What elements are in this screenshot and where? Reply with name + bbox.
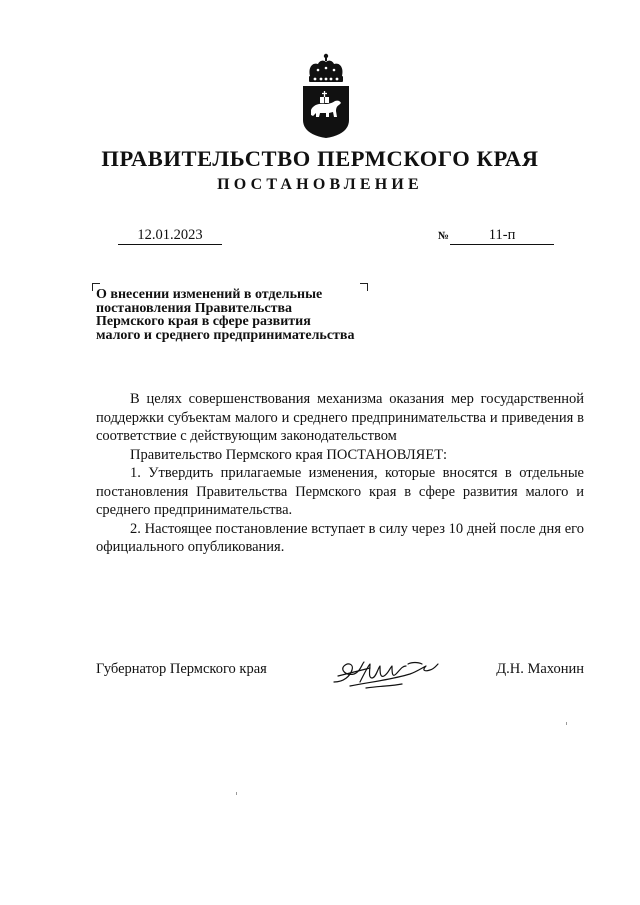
subject-line: малого и среднего предпринимательства <box>96 327 355 343</box>
signatory-title: Губернатор Пермского края <box>96 661 267 677</box>
body-paragraph: Правительство Пермского края ПОСТАНОВЛЯЕТ: <box>130 446 448 463</box>
document-date: 12.01.2023 <box>118 227 222 245</box>
coat-of-arms-icon <box>298 50 354 140</box>
signatory-name: Д.Н. Махонин <box>496 661 584 677</box>
handwritten-signature <box>330 652 450 692</box>
government-title: ПРАВИТЕЛЬСТВО ПЕРМСКОГО КРАЯ <box>101 146 539 171</box>
subject-line: Пермского края в сфере развития <box>96 314 311 329</box>
document-type: ПОСТАНОВЛЕНИЕ <box>217 176 423 193</box>
scan-speck <box>236 792 237 795</box>
subject-line: постановления Правительства <box>96 300 292 316</box>
document-number-field <box>438 227 554 245</box>
subject-line: О внесении изменений в отдельные <box>96 287 323 302</box>
document-number: 11-п <box>450 227 554 245</box>
scan-speck <box>566 722 567 725</box>
body-paragraph: 2. Настоящее постановление вступает в силу через 10 дней после дня его официального опубликования. <box>96 520 584 555</box>
body-paragraph: 1. Утвердить прилагаемые изменения, которые вносятся в отдельные постановления Правительства Пермского края в сфере развития малого и среднего предпринимательства. <box>96 465 584 518</box>
number-sign: № <box>438 230 450 242</box>
body-paragraph: В целях совершенствования механизма оказания мер государственной поддержки субъектам малого и среднего предпринимательства и приведения в соответствие с действующим законодательством <box>96 391 584 444</box>
document-subject <box>96 288 396 342</box>
document-body <box>96 390 584 557</box>
